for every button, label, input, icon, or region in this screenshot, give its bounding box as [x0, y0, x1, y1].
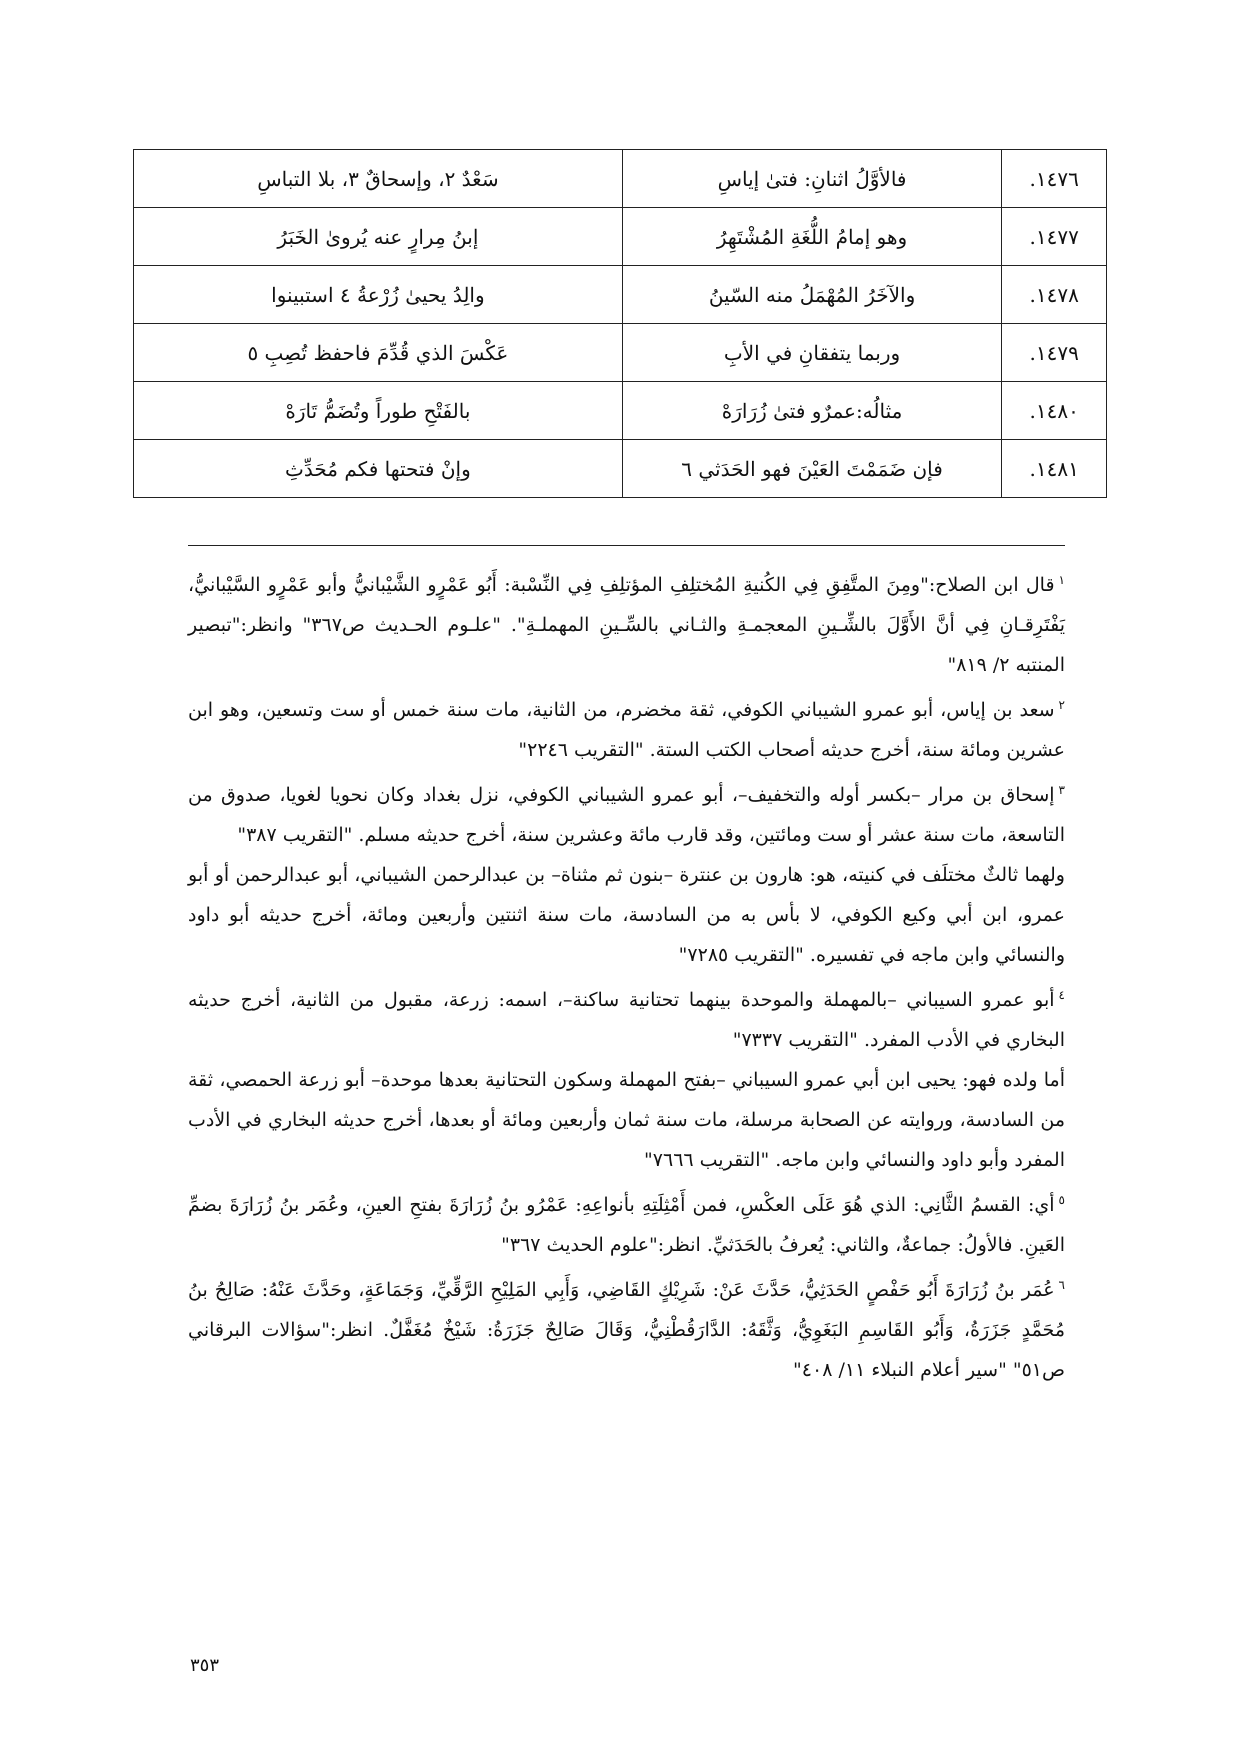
first-hemistich: مثالُه:عمرٌو فتىٰ زُرَارَهْ	[622, 382, 1001, 440]
footnote	[188, 1180, 1065, 1265]
footnote-mark: ٥	[1058, 1193, 1065, 1207]
verse-row	[134, 266, 1107, 324]
verse-table	[133, 149, 1107, 498]
footnote-mark: ٤	[1058, 988, 1065, 1002]
footnote-text: أي: القسمُ الثَّانِي: الذي هُوَ عَلَى العكْسِ، فمن أَمْثِلَتِهِ بأنواعِهِ: عَمْرُو بنُ زُرَارَةَ بفتحِ العينِ، وعُمَر بنُ زُرَارَةَ بضمِّ العَينِ. فالأولُ: جماعةٌ، والثاني: يُعرفُ بالحَدَثيِّ. انظر:"علوم الحديث ٣٦٧"	[188, 1194, 1065, 1256]
footnote-text: ولهما ثالثٌ مختلَف في كنيته، هو: هارون بن عنترة –بنون ثم مثناة– بن عبدالرحمن الشيباني، أبو عبدالرحمن أو أبو عمرو، ابن أبي وكيع الكوفي، لا بأس به من السادسة، مات سنة اثنتين وأربعين ومائة، أخرج حديثه أبو داود والنسائي وابن ماجه في تفسيره. "التقريب ٧٢٨٥"	[188, 864, 1065, 966]
footnote	[188, 975, 1065, 1060]
first-hemistich: وهو إمامُ اللُّغَةِ المُشْتَهِرُ	[622, 208, 1001, 266]
verse-number: ١٤٧٩.	[1002, 324, 1107, 382]
second-hemistich: عَكْسَ الذي قُدِّمَ فاحفظ تُصِبِ ٥	[134, 324, 623, 382]
footnote-text: إسحاق بن مرار –بكسر أوله والتخفيف–، أبو عمرو الشيباني الكوفي، نزل بغداد وكان نحويا لغويا، صدوق من التاسعة، مات سنة عشر أو ست ومائتين، وقد قارب مائة وعشرين سنة، أخرج حديثه مسلم. "التقريب ٣٨٧"	[188, 784, 1065, 846]
verse-number: ١٤٧٨.	[1002, 266, 1107, 324]
footnote-separator	[188, 545, 1065, 546]
verse-row	[134, 440, 1107, 498]
second-hemistich: والِدُ يحيىٰ زُرْعةُ ٤ استبينوا	[134, 266, 623, 324]
verse-number: ١٤٨٠.	[1002, 382, 1107, 440]
first-hemistich: فالأوَّلُ اثنانِ: فتىٰ إياسِ	[622, 150, 1001, 208]
verse-number: ١٤٨١.	[1002, 440, 1107, 498]
footnote-mark: ١	[1058, 573, 1065, 587]
page-number: ٣٥٣	[190, 1655, 220, 1676]
verse-row	[134, 150, 1107, 208]
first-hemistich: والآخَرُ المُهْمَلُ منه السّينُ	[622, 266, 1001, 324]
footnotes	[188, 560, 1065, 1390]
footnote-mark: ٦	[1058, 1278, 1065, 1292]
footnote	[188, 1265, 1065, 1390]
footnote-text: أبو عمرو السيباني –بالمهملة والموحدة بينهما تحتانية ساكنة–، اسمه: زرعة، مقبول من الثانية، أخرج حديثه البخاري في الأدب المفرد. "التقريب ٧٣٣٧"	[188, 989, 1065, 1051]
second-hemistich: بالفَتْحِ طوراً وتُضَمُّ تَارَهْ	[134, 382, 623, 440]
verse-number: ١٤٧٦.	[1002, 150, 1107, 208]
footnote	[188, 560, 1065, 685]
footnote	[188, 770, 1065, 855]
verse-row	[134, 382, 1107, 440]
footnote	[188, 685, 1065, 770]
footnote-text: سعد بن إياس، أبو عمرو الشيباني الكوفي، ثقة مخضرم، من الثانية، مات سنة خمس أو ست وتسعين، وهو ابن عشرين ومائة سنة، أخرج حديثه أصحاب الكتب الستة. "التقريب ٢٢٤٦"	[188, 699, 1065, 761]
first-hemistich: وربما يتفقانِ في الأبِ	[622, 324, 1001, 382]
second-hemistich: سَعْدٌ ٢، وإسحاقٌ ٣، بلا التباسِ	[134, 150, 623, 208]
footnote-text: أما ولده فهو: يحيى ابن أبي عمرو السيباني –بفتح المهملة وسكون التحتانية بعدها موحدة– أبو زرعة الحمصي، ثقة من السادسة، وروايته عن الصحابة مرسلة، مات سنة ثمان وأربعين ومائة أو بعدها، أخرج حديثه البخاري في الأدب المفرد وأبو داود والنسائي وابن ماجه. "التقريب ٧٦٦٦"	[188, 1069, 1065, 1171]
footnote-text: قال ابن الصلاح:"ومِنَ المتَّفِقِ فِي الكُنيةِ المُختلِفِ المؤتلِفِ فِي النِّسْبة: أَبُو عَمْرٍو الشَّيْبانيُّ وأبو عَمْرٍو السَّيْبانيُّ، يَفْتَرِقـانِ فِي أنَّ الأَوَّلَ بالشِّـينِ المعجمـةِ والثـاني بالسِّـينِ المهملـةِ". "علـوم الحـديث ص٣٦٧" وانظر:"تبصير المنتبه ٢/ ٨١٩"	[188, 574, 1065, 676]
verse-row	[134, 324, 1107, 382]
second-hemistich: وإنْ فتحتها فكم مُحَدِّثِ	[134, 440, 623, 498]
footnote	[188, 855, 1065, 975]
footnote-mark: ٣	[1058, 783, 1065, 797]
verse-row	[134, 208, 1107, 266]
second-hemistich: إبنُ مِرارٍ عنه يُروىٰ الخَبَرُ	[134, 208, 623, 266]
footnote	[188, 1060, 1065, 1180]
footnote-text: عُمَر بنُ زُرَارَةَ أَبُو حَفْصٍ الحَدَثِيُّ، حَدَّثَ عَنْ: شَرِيْكٍ القَاضِي، وَأَبِي المَلِيْحِ الرَّقِّيِّ، وَجَمَاعَةٍ، وحَدَّثَ عَنْهُ: صَالِحُ بنُ مُحَمَّدٍ جَزَرَةُ، وَأَبُو القَاسِمِ البَغَوِيُّ، وَثَّقَهُ: الدَّارَقُطْنِيُّ، وَقَالَ صَالِحٌ جَزَرَةُ: شَيْخٌ مُغَفَّلٌ. انظر:"سؤالات البرقاني ص٥١" "سير أعلام النبلاء ١١/ ٤٠٨"	[188, 1279, 1065, 1381]
verse-number: ١٤٧٧.	[1002, 208, 1107, 266]
footnote-mark: ٢	[1058, 698, 1065, 712]
first-hemistich: فإن ضَمَمْتَ العَيْنَ فهو الحَدَثي ٦	[622, 440, 1001, 498]
